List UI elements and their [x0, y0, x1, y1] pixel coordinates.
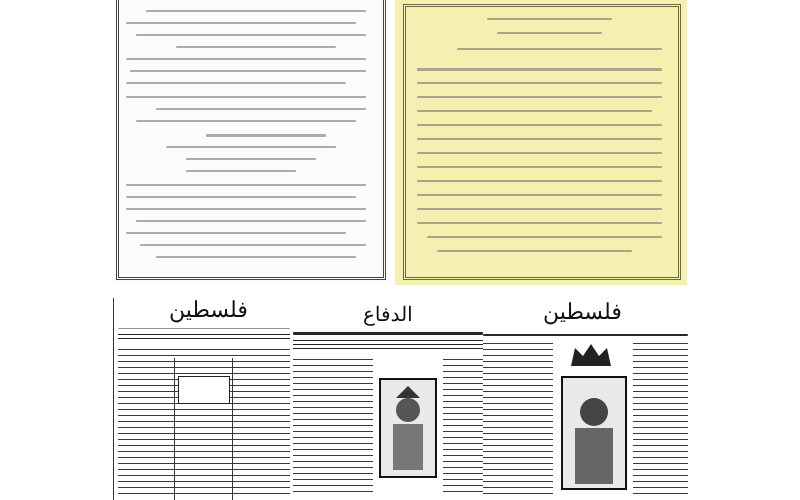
newspaper-masthead-left: فلسطين	[169, 298, 248, 323]
newspaper-center-panel	[293, 298, 483, 500]
crown-emblem	[561, 340, 621, 370]
handwriting-block-yellow	[417, 10, 662, 270]
newspaper-masthead-right: فلسطين	[543, 300, 622, 325]
newspaper-masthead-center: الدفاع	[363, 302, 413, 326]
manuscript-left-panel	[112, 0, 390, 282]
handwriting-block	[126, 4, 366, 274]
portrait-photo-center	[379, 378, 437, 478]
manuscript-right-panel	[395, 0, 687, 285]
portrait-photo-right	[561, 376, 627, 490]
newspaper-left-panel	[113, 298, 294, 500]
newspaper-right-panel	[483, 298, 688, 500]
